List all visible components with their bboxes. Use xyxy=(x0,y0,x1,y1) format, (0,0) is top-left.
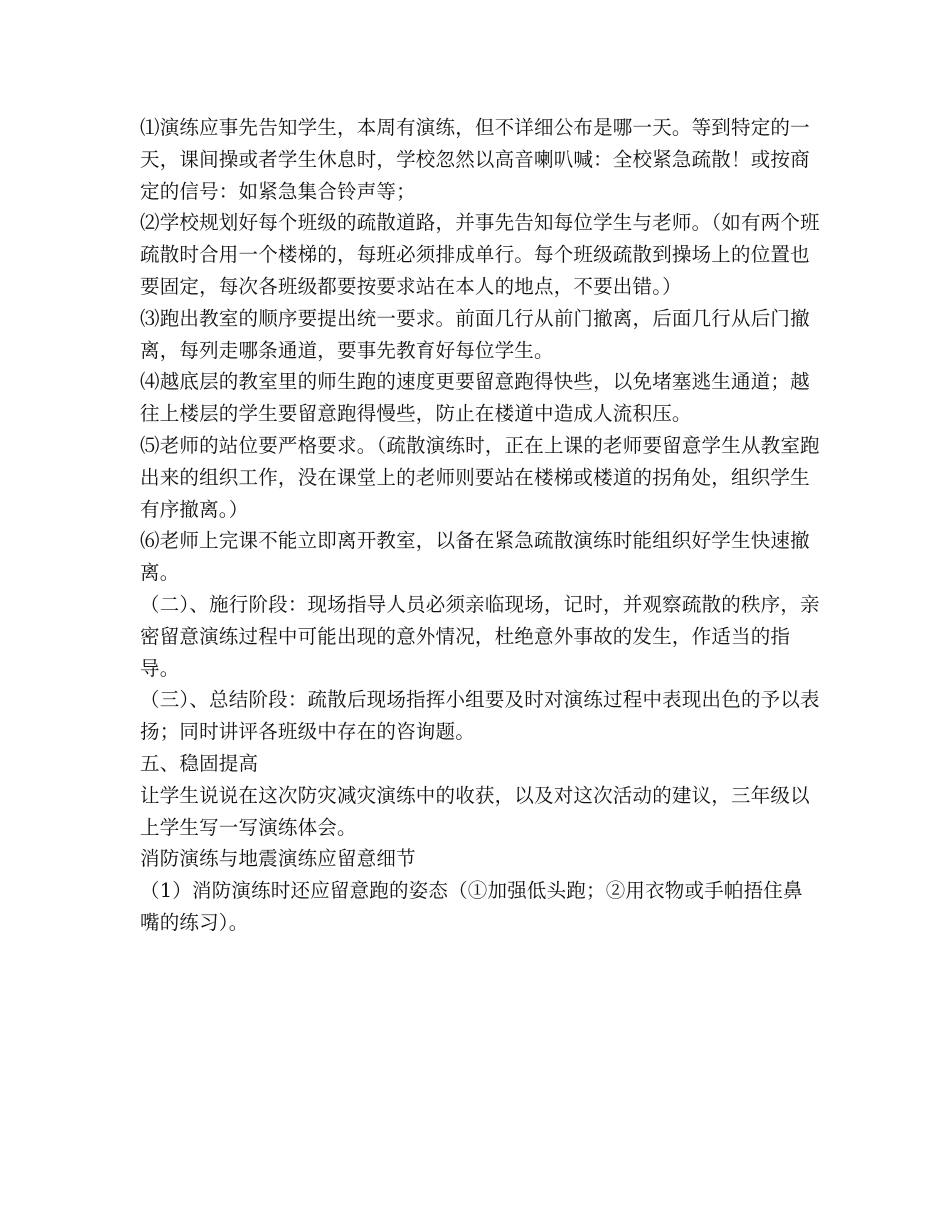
section-heading-drill-details: 消防演练与地震演练应留意细节 xyxy=(140,847,416,871)
paragraph-drill-notice: ⑴演练应事先告知学生，本周有演练，但不详细公布是哪一天。等到特定的一天，课间操或者学生休息时，学校忽然以高音喇叭喊：全校紧急疏散！或按商定的信号：如紧急集合铃声等； xyxy=(140,116,810,203)
paragraph-student-reflection: 让学生说说在这次防灾减灾演练中的收获，以及对这次活动的建议，三年级以上学生写一写演练体会。 xyxy=(140,783,810,839)
section-heading-consolidate: 五、稳固提高 xyxy=(140,751,259,775)
paragraph-floor-speed: ⑷越底层的教室里的师生跑的速度更要留意跑得快些，以免堵塞逃生通道；越往上楼层的学生要留意跑得慢些，防止在楼道中造成人流积压。 xyxy=(140,370,810,426)
document-body xyxy=(140,112,820,939)
paragraph-evacuation-routes: ⑵学校规划好每个班级的疏散道路，并事先告知每位学生与老师。（如有两个班疏散时合用一个楼梯的，每班必须排成单行。每个班级疏散到操场上的位置也要固定，每次各班级都要按要求站在本人的地点，不要出错。） xyxy=(140,211,820,298)
paragraph-exit-order: ⑶跑出教室的顺序要提出统一要求。前面几行从前门撤离，后面几行从后门撤离，每列走哪条通道，要事先教育好每位学生。 xyxy=(140,306,810,362)
paragraph-summary-stage: （三）、总结阶段：疏散后现场指挥小组要及时对演练过程中表现出色的予以表扬；同时讲评各班级中存在的咨询题。 xyxy=(140,688,820,744)
paragraph-teacher-position: ⑸老师的站位要严格要求。（疏散演练时，正在上课的老师要留意学生从教室跑出来的组织工作，没在课堂上的老师则要站在楼梯或楼道的拐角处，组织学生有序撤离。） xyxy=(140,433,820,521)
paragraph-fire-drill-posture: （1）消防演练时还应留意跑的姿态（①加强低头跑；②用衣物或手帕捂住鼻嘴的练习）。 xyxy=(140,879,803,934)
paragraph-teacher-stay: ⑹老师上完课不能立即离开教室，以备在紧急疏散演练时能组织好学生快速撤离。 xyxy=(140,529,810,585)
paragraph-implementation-stage: （二）、施行阶段：现场指导人员必须亲临现场，记时，并观察疏散的秩序，亲密留意演练过程中可能出现的意外情况，杜绝意外事故的发生，作适当的指导。 xyxy=(140,592,820,680)
